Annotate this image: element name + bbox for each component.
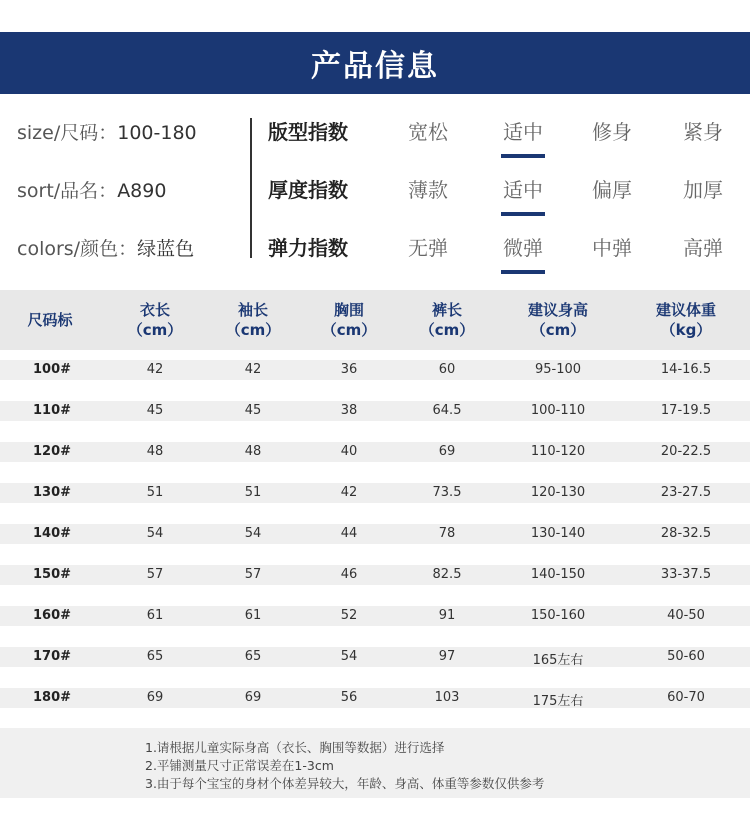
- table-cell: 175左右: [532, 694, 584, 709]
- table-cell: 73.5: [432, 485, 462, 500]
- table-cell: 65: [244, 649, 262, 664]
- table-cell: 110-120: [530, 444, 586, 459]
- fit-option: 修身: [592, 120, 632, 144]
- table-cell: 48: [146, 444, 164, 459]
- header-banner: [0, 32, 750, 94]
- table-cell: 61: [244, 608, 262, 623]
- page-title: 产品信息: [311, 49, 439, 84]
- thickness-option: 偏厚: [592, 178, 632, 202]
- table-cell: 20-22.5: [660, 444, 712, 459]
- spec-sort-label: sort/品名：: [17, 180, 118, 202]
- size-label: 150#: [32, 567, 72, 582]
- elasticity-option: 高弹: [683, 236, 723, 260]
- table-cell: 40-50: [667, 608, 705, 623]
- table-row: [0, 483, 750, 503]
- thickness-option: 加厚: [683, 178, 723, 202]
- table-cell: 91: [438, 608, 456, 623]
- table-cell: 38: [340, 403, 358, 418]
- header-pants: 裤长 （cm）: [419, 301, 475, 339]
- spec-size-value: 100-180: [117, 122, 197, 144]
- elasticity-option: 中弹: [592, 236, 632, 260]
- table-cell: 165左右: [532, 653, 584, 668]
- header-length: 衣长 （cm）: [127, 301, 183, 339]
- fit-option: 紧身: [683, 120, 723, 144]
- thickness-index: [268, 174, 738, 214]
- table-cell: 57: [146, 567, 164, 582]
- table-cell: 56: [340, 690, 358, 705]
- table-cell: 28-32.5: [660, 526, 712, 541]
- divider: [250, 118, 252, 258]
- table-cell: 40: [340, 444, 358, 459]
- table-cell: 23-27.5: [660, 485, 712, 500]
- table-cell: 69: [438, 444, 456, 459]
- table-cell: 130-140: [530, 526, 586, 541]
- table-cell: 103: [434, 690, 460, 705]
- table-cell: 82.5: [432, 567, 462, 582]
- elasticity-index-title: 弹力指数: [268, 236, 348, 260]
- table-cell: 69: [146, 690, 164, 705]
- table-row: [0, 401, 750, 421]
- table-cell: 44: [340, 526, 358, 541]
- header-sleeve: 袖长 （cm）: [225, 301, 281, 339]
- table-row: [0, 565, 750, 585]
- table-row: [0, 442, 750, 462]
- elasticity-option-selected: 微弹: [493, 232, 553, 261]
- table-cell: 48: [244, 444, 262, 459]
- table-cell: 33-37.5: [660, 567, 712, 582]
- table-cell: 51: [146, 485, 164, 500]
- size-label: 110#: [32, 403, 72, 418]
- table-cell: 95-100: [534, 362, 582, 377]
- table-cell: 150-160: [530, 608, 586, 623]
- table-cell: 60: [438, 362, 456, 377]
- size-label: 170#: [32, 649, 72, 664]
- table-cell: 54: [340, 649, 358, 664]
- fit-option-selected: 适中: [493, 116, 553, 145]
- size-label: 120#: [32, 444, 72, 459]
- note-item: 2.平铺测量尺寸正常误差在1-3cm: [145, 758, 334, 773]
- table-cell: 61: [146, 608, 164, 623]
- table-cell: 51: [244, 485, 262, 500]
- table-cell: 120-130: [530, 485, 586, 500]
- note-item: 3.由于每个宝宝的身材个体差异较大，年龄、身高、体重等参数仅供参考: [145, 776, 545, 791]
- table-cell: 42: [146, 362, 164, 377]
- notes-section: [0, 728, 750, 798]
- table-cell: 54: [146, 526, 164, 541]
- table-cell: 97: [438, 649, 456, 664]
- table-cell: 100-110: [530, 403, 586, 418]
- table-cell: 36: [340, 362, 358, 377]
- elasticity-option: 无弹: [408, 236, 448, 260]
- note-item: 1.请根据儿童实际身高（衣长、胸围等数据）进行选择: [145, 740, 445, 755]
- table-cell: 50-60: [667, 649, 705, 664]
- spec-colors: [17, 234, 194, 261]
- size-label: 160#: [32, 608, 72, 623]
- table-row: [0, 606, 750, 626]
- header-size: 尺码标: [27, 311, 73, 329]
- size-label: 140#: [32, 526, 72, 541]
- table-cell: 17-19.5: [660, 403, 712, 418]
- table-cell: 42: [244, 362, 262, 377]
- table-cell: 46: [340, 567, 358, 582]
- table-cell: 52: [340, 608, 358, 623]
- spec-size: [17, 118, 197, 145]
- table-row: [0, 647, 750, 667]
- product-info-section: [0, 100, 750, 270]
- table-cell: 69: [244, 690, 262, 705]
- spec-colors-value: 绿蓝色: [137, 238, 195, 260]
- fit-index-title: 版型指数: [268, 120, 348, 144]
- table-row: [0, 360, 750, 380]
- table-row: [0, 688, 750, 708]
- size-table-header: [0, 290, 750, 350]
- size-label: 180#: [32, 690, 72, 705]
- header-weight: 建议体重 （kg）: [655, 301, 716, 339]
- table-cell: 54: [244, 526, 262, 541]
- spec-sort-value: A890: [117, 180, 167, 202]
- table-cell: 45: [244, 403, 262, 418]
- table-cell: 78: [438, 526, 456, 541]
- spec-size-label: size/尺码：: [17, 122, 118, 144]
- thickness-option: 薄款: [408, 178, 448, 202]
- table-cell: 42: [340, 485, 358, 500]
- table-cell: 64.5: [432, 403, 462, 418]
- header-height: 建议身高 （cm）: [527, 301, 588, 339]
- table-cell: 60-70: [667, 690, 705, 705]
- table-cell: 14-16.5: [660, 362, 712, 377]
- fit-index: [268, 116, 738, 156]
- table-cell: 140-150: [530, 567, 586, 582]
- thickness-option-selected: 适中: [493, 174, 553, 203]
- size-label: 100#: [32, 362, 72, 377]
- thickness-index-title: 厚度指数: [268, 178, 348, 202]
- header-chest: 胸围 （cm）: [321, 301, 377, 339]
- table-cell: 65: [146, 649, 164, 664]
- fit-option: 宽松: [408, 120, 448, 144]
- elasticity-index: [268, 232, 738, 272]
- table-row: [0, 524, 750, 544]
- table-cell: 45: [146, 403, 164, 418]
- size-label: 130#: [32, 485, 72, 500]
- spec-colors-label: colors/颜色：: [17, 238, 138, 260]
- table-cell: 57: [244, 567, 262, 582]
- spec-sort: [17, 176, 166, 203]
